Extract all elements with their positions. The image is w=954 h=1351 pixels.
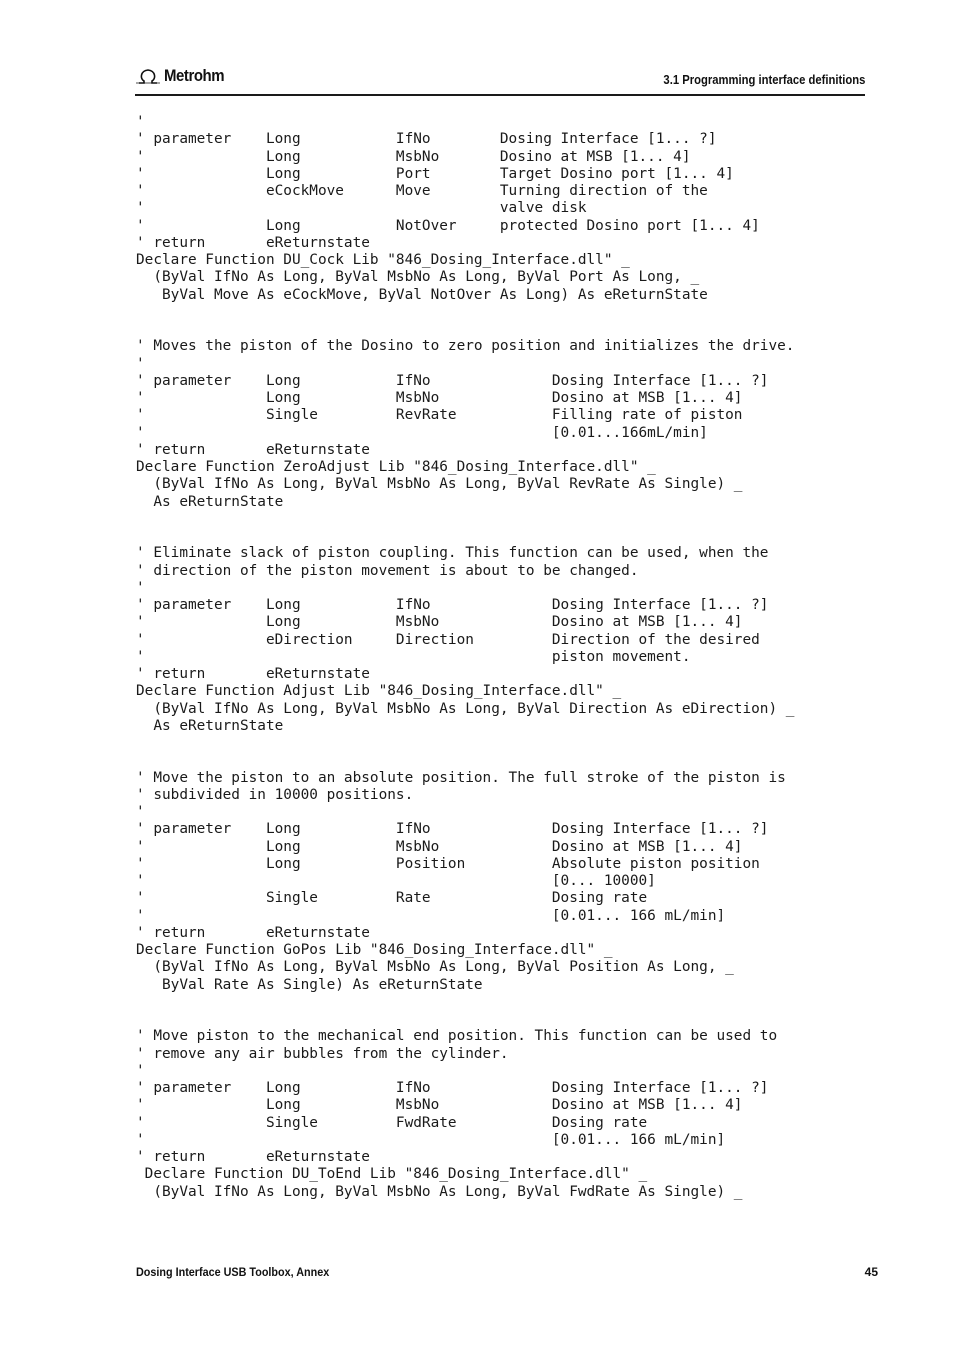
code-line: ' Long Position Absolute piston position bbox=[136, 855, 760, 872]
code-line: ' return eReturnstate bbox=[136, 234, 370, 251]
code-line: ' Long MsbNo Dosino at MSB [1... 4] bbox=[136, 390, 743, 406]
page-header bbox=[135, 66, 865, 96]
code-line: As eReturnState bbox=[136, 493, 284, 510]
code-line bbox=[136, 752, 794, 769]
code-line: ' direction of the piston movement is about to be changed. bbox=[136, 562, 639, 579]
code-line: ' return eReturnstate bbox=[136, 924, 370, 941]
code-line: Declare Function Adjust Lib "846_Dosing_Interface.dll" _ bbox=[136, 683, 622, 700]
code-line: ' eDirection Direction Direction of the desired bbox=[136, 631, 760, 648]
code-line: Declare Function DU_Cock Lib "846_Dosing_Interface.dll" _ bbox=[136, 252, 630, 268]
code-line: ' Move the piston to an absolute position. The full stroke of the piston is bbox=[136, 769, 786, 786]
code-line: ' Long MsbNo Dosino at MSB [1... 4] bbox=[136, 838, 743, 855]
code-line bbox=[136, 304, 794, 321]
code-line: ' return eReturnstate bbox=[136, 1149, 370, 1165]
code-line: ' bbox=[136, 355, 145, 372]
code-line: ' Long MsbNo Dosino at MSB [1... 4] bbox=[136, 1097, 743, 1114]
code-line: ' bbox=[136, 804, 145, 820]
code-line bbox=[136, 321, 794, 338]
code-line: ' Long MsbNo Dosino at MSB [1... 4] bbox=[136, 614, 743, 631]
code-line: ' parameter Long IfNo Dosing Interface [1... ?] bbox=[136, 372, 769, 389]
code-line: ' [0.01...166mL/min] bbox=[136, 424, 708, 441]
code-listing bbox=[136, 114, 794, 1201]
code-line: (ByVal IfNo As Long, ByVal MsbNo As Long, ByVal Position As Long, _ bbox=[136, 959, 734, 976]
code-line bbox=[136, 1011, 794, 1028]
code-line: ' return eReturnstate bbox=[136, 441, 370, 458]
code-line bbox=[136, 735, 794, 752]
code-line bbox=[136, 511, 794, 528]
code-line: Declare Function ZeroAdjust Lib "846_Dosing_Interface.dll" _ bbox=[136, 459, 656, 475]
code-line: ' parameter Long IfNo Dosing Interface [1... ?] bbox=[136, 131, 717, 148]
code-line bbox=[136, 528, 794, 545]
code-line: (ByVal IfNo As Long, ByVal MsbNo As Long, ByVal Port As Long, _ bbox=[136, 269, 700, 286]
code-line: Declare Function GoPos Lib "846_Dosing_Interface.dll" _ bbox=[136, 942, 613, 958]
code-line: ' piston movement. bbox=[136, 648, 691, 665]
code-line: ' Single RevRate Filling rate of piston bbox=[136, 407, 743, 424]
code-line: ' parameter Long IfNo Dosing Interface [1... ?] bbox=[136, 1080, 769, 1096]
code-line: As eReturnState bbox=[136, 717, 284, 734]
code-line: ' valve disk bbox=[136, 200, 587, 217]
code-line: ' Long Port Target Dosino port [1... 4] bbox=[136, 165, 734, 182]
code-line: ' [0... 10000] bbox=[136, 873, 656, 889]
code-line: ' bbox=[136, 1062, 145, 1079]
code-line: ' Long MsbNo Dosino at MSB [1... 4] bbox=[136, 148, 691, 165]
code-line: (ByVal IfNo As Long, ByVal MsbNo As Long, ByVal FwdRate As Single) _ bbox=[136, 1183, 743, 1200]
code-line: ' [0.01... 166 mL/min] bbox=[136, 1131, 726, 1148]
omega-icon bbox=[135, 66, 161, 86]
metrohm-logo bbox=[135, 66, 232, 86]
code-line: ' bbox=[136, 579, 145, 596]
code-line: ' Single FwdRate Dosing rate bbox=[136, 1114, 648, 1131]
footer-document-title: Dosing Interface USB Toolbox, Annex bbox=[136, 1265, 330, 1279]
code-line: (ByVal IfNo As Long, ByVal MsbNo As Long, ByVal Direction As eDirection) _ bbox=[136, 700, 795, 717]
code-line: ByVal Move As eCockMove, ByVal NotOver As Long) As eReturnState bbox=[136, 286, 708, 303]
code-line: ' parameter Long IfNo Dosing Interface [1... ?] bbox=[136, 597, 769, 613]
code-line: ' remove any air bubbles from the cylinder. bbox=[136, 1045, 509, 1062]
code-line: ' eCockMove Move Turning direction of the bbox=[136, 183, 708, 199]
code-line bbox=[136, 994, 794, 1011]
code-line: ' [0.01... 166 mL/min] bbox=[136, 907, 726, 924]
code-line: ' Eliminate slack of piston coupling. This function can be used, when the bbox=[136, 545, 769, 562]
code-line: ByVal Rate As Single) As eReturnState bbox=[136, 976, 483, 993]
code-line: Declare Function DU_ToEnd Lib "846_Dosing_Interface.dll" _ bbox=[136, 1166, 648, 1183]
code-line: (ByVal IfNo As Long, ByVal MsbNo As Long, ByVal RevRate As Single) _ bbox=[136, 476, 743, 493]
code-line: ' Move piston to the mechanical end position. This function can be used to bbox=[136, 1028, 778, 1045]
code-line: ' Single Rate Dosing rate bbox=[136, 890, 648, 907]
code-line: ' Long NotOver protected Dosino port [1... 4] bbox=[136, 217, 760, 234]
section-title: 3.1 Programming interface definitions bbox=[663, 73, 865, 87]
code-line: ' subdivided in 10000 positions. bbox=[136, 786, 414, 803]
code-line: ' Moves the piston of the Dosino to zero position and initializes the drive. bbox=[136, 338, 795, 355]
code-line: ' return eReturnstate bbox=[136, 666, 370, 682]
code-line: ' parameter Long IfNo Dosing Interface [1... ?] bbox=[136, 821, 769, 838]
footer-page-number: 45 bbox=[864, 1265, 878, 1279]
code-line: ' bbox=[136, 114, 145, 130]
logo-text: Metrohm bbox=[164, 66, 225, 85]
